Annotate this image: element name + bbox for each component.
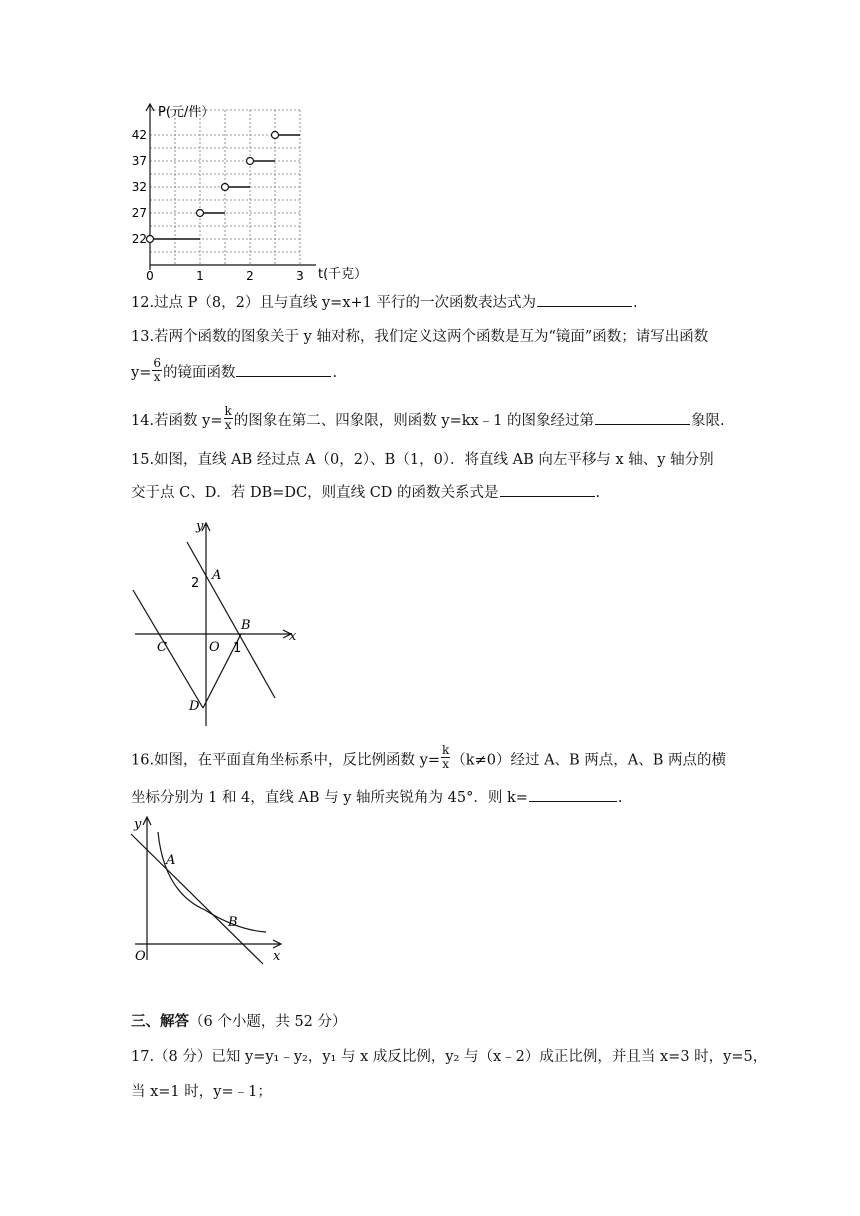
lines-ab-cd-figure	[125, 518, 310, 730]
line-cd	[133, 590, 203, 708]
x-tick-label: 3	[296, 269, 304, 283]
label-d: D	[189, 699, 200, 714]
fraction	[224, 405, 233, 432]
x-axis-label: t(千克）	[318, 267, 368, 282]
section-subtitle: （6 个小题，共 52 分）	[189, 1014, 347, 1030]
label-o: O	[135, 949, 146, 964]
question-16-end: .	[617, 790, 623, 806]
question-13-line1	[131, 327, 731, 347]
y-tick-label: 22	[131, 232, 147, 246]
step-function-figure	[120, 100, 380, 286]
line-ab	[187, 542, 275, 698]
label-y: y	[196, 519, 204, 534]
label-c: C	[157, 640, 167, 655]
y-tick-label: 32	[131, 180, 147, 194]
question-16-line2	[131, 787, 731, 808]
question-17-line1	[131, 1047, 768, 1067]
question-15-line1	[131, 450, 731, 470]
question-14	[131, 403, 731, 432]
label-b: B	[241, 618, 251, 633]
label-x: x	[273, 949, 281, 964]
label-y: y	[134, 817, 142, 832]
section-title: 三、解答	[131, 1013, 189, 1030]
question-16-after: （k≠0）经过 A、B 两点，A、B 两点的横	[451, 752, 727, 769]
fraction-denominator: x	[442, 757, 450, 771]
question-14-before: 14.若函数 y=	[131, 413, 223, 429]
x-tick-label: 1	[196, 269, 204, 283]
question-15-text: 15.如图，直线 AB 经过点 A（0，2）、B（1，0）．将直线 AB 向左平移与 x 轴、y 轴分别	[131, 452, 714, 468]
answer-blank	[595, 410, 690, 425]
open-circle	[147, 236, 154, 243]
label-x: x	[289, 629, 297, 644]
open-circle	[247, 158, 254, 165]
section-heading	[131, 1012, 731, 1032]
fraction	[152, 357, 162, 384]
fraction-denominator: x	[224, 417, 232, 432]
fraction-denominator: x	[153, 369, 161, 384]
question-13-text: 13.若两个函数的图象关于 y 轴对称，我们定义这两个函数是互为“镜面”函数；请写出函数	[131, 329, 709, 345]
fraction-numerator: k	[442, 743, 450, 757]
label-one: 1	[233, 641, 242, 656]
label-a: A	[166, 853, 176, 868]
open-circle	[197, 210, 204, 217]
y-tick-label: 27	[131, 206, 147, 220]
hyperbola-curve	[158, 832, 266, 932]
answer-blank	[537, 292, 632, 307]
question-13-line2	[131, 355, 731, 384]
question-13-end: .	[332, 365, 338, 381]
question-16-line1	[131, 743, 731, 771]
y-tick-label: 37	[131, 154, 147, 168]
fraction-numerator: 6	[153, 355, 161, 370]
hyperbola-figure	[125, 812, 285, 972]
question-13-after: 的镜面函数	[162, 365, 236, 381]
y-tick-labels	[132, 128, 147, 246]
open-circle	[222, 184, 229, 191]
label-b: B	[228, 915, 238, 930]
answer-blank	[500, 482, 595, 497]
answer-blank	[529, 787, 617, 802]
label-a: A	[212, 568, 222, 583]
x-tick-label: 2	[246, 269, 254, 283]
label-two: 2	[191, 576, 200, 591]
y-tick-label: 42	[131, 128, 147, 142]
question-15-end: .	[595, 485, 601, 501]
question-12-text: 12.过点 P（8，2）且与直线 y=x+1 平行的一次函数表达式为	[131, 295, 536, 311]
y-axis-label: P(元/件）	[158, 105, 215, 120]
question-16-text2: 坐标分别为 1 和 4，直线 AB 与 y 轴所夹锐角为 45°．则 k=	[131, 790, 528, 806]
question-17-text: 17.（8 分）已知 y=y₁﹣y₂，y₁ 与 x 成反比例，y₂ 与（x﹣2）成正比例，并且当 x=3 时，y=5，	[131, 1049, 768, 1065]
x-tick-label: 0	[146, 269, 154, 283]
function-prefix: y=	[131, 365, 152, 381]
question-12-end: .	[633, 295, 638, 311]
question-14-middle: 的图象在第二、四象限，则函数 y=kx﹣1 的图象经过第	[233, 413, 595, 429]
question-16-before: 16.如图，在平面直角坐标系中，反比例函数 y=	[131, 752, 441, 769]
fraction-numerator: k	[224, 403, 232, 418]
x-tick-labels	[146, 269, 304, 283]
answer-blank	[236, 362, 331, 377]
question-17-line2	[131, 1082, 731, 1102]
open-circle	[272, 132, 279, 139]
question-12	[131, 292, 731, 313]
fraction	[441, 744, 450, 771]
label-o: O	[209, 640, 220, 655]
question-15-line2	[131, 482, 731, 503]
question-17-text2: 当 x=1 时，y=﹣1；	[131, 1084, 272, 1100]
question-15-text2: 交于点 C、D．若 DB=DC，则直线 CD 的函数关系式是	[131, 485, 499, 501]
question-14-end: 象限.	[691, 413, 725, 429]
